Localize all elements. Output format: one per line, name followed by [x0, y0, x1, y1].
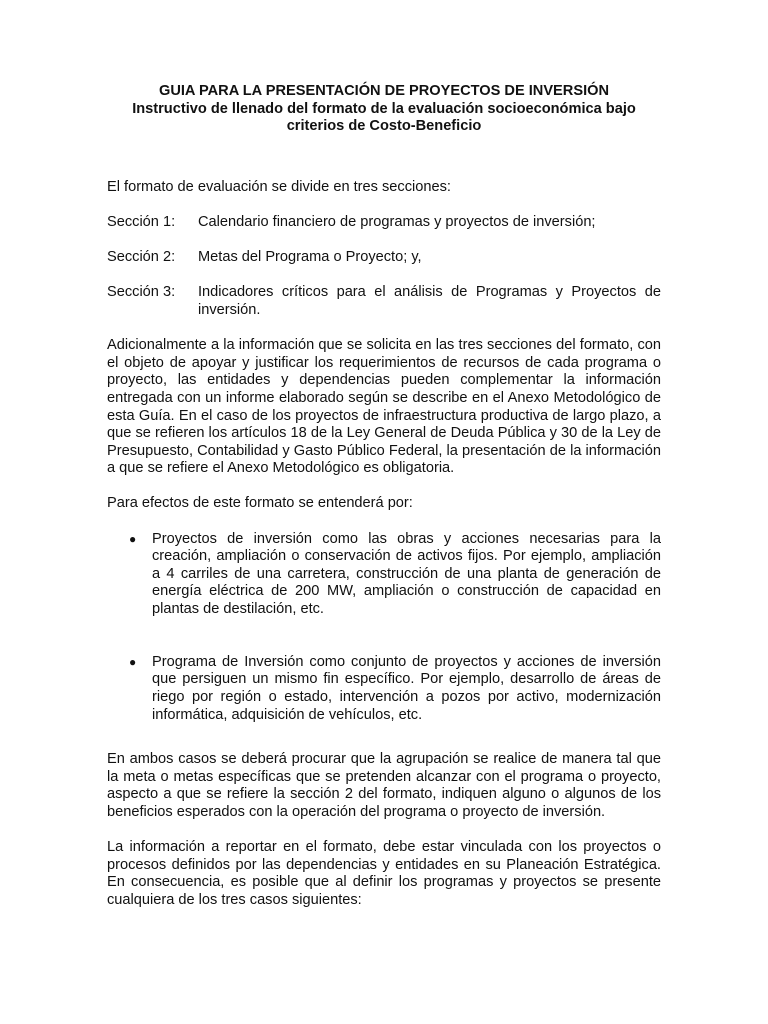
title-line-1: GUIA PARA LA PRESENTACIÓN DE PROYECTOS DE INVERSIÓN: [158, 83, 610, 99]
additional-info-paragraph: Adicionalmente a la información que se solicita en las tres secciones del formato, con el objeto de apoyar y justificar los requerimientos de recursos de cada programa o proyecto, las entidades y dependencias pueden complementar la información entregada con un informe elaborado según se describe en el Anexo Metodológico de esta Guía. En el caso de los proyectos de infraestructura productiva de largo plazo, a que se refieren los artículos 18 de la Ley General de Deuda Pública y 30 de la Ley de Presupuesto, Contabilidad y Gasto Público Federal, la presentación de la información a que se refiere el Anexo Metodológico es obligatoria.: [107, 337, 661, 477]
document-title: [107, 83, 661, 136]
title-line-3: criterios de Costo-Beneficio: [286, 118, 482, 135]
section-label: Sección 2:: [107, 249, 176, 266]
section-text: Metas del Programa o Proyecto; y,: [198, 249, 422, 266]
bullet-icon: ●: [129, 531, 137, 546]
definitions-intro-paragraph: Para efectos de este formato se entenderá por:: [107, 495, 413, 512]
intro-paragraph: El formato de evaluación se divide en tres secciones:: [107, 178, 451, 195]
section-label: Sección 1:: [107, 213, 176, 230]
list-item-text: Programa de Inversión como conjunto de proyectos y acciones de inversión que persiguen un mismo fin específico. Por ejemplo, desarrollo de áreas de riego por región o estado, intervención a pozos por activo, modernización informática, adquisición de vehículos, etc.: [152, 653, 661, 723]
list-item: [107, 654, 661, 724]
section-text: Indicadores críticos para el análisis de Programas y Proyectos de inversión.: [198, 284, 661, 318]
section-text: Calendario financiero de programas y proyectos de inversión;: [198, 213, 596, 230]
section-row-2: [107, 249, 661, 267]
list-item-text: Proyectos de inversión como las obras y acciones necesarias para la creación, ampliación o conservación de activos fijos. Por ejemplo, ampliación a 4 carriles de una carretera, construcción de una planta de generación de energía eléctrica de 200 MW, ampliación o construcción de capacidad en plantas de destilación, etc.: [152, 530, 661, 618]
bullet-icon: ●: [129, 654, 137, 669]
list-item: [107, 531, 661, 619]
section-row-1: [107, 214, 661, 232]
both-cases-paragraph: En ambos casos se deberá procurar que la agrupación se realice de manera tal que la meta o metas específicas que se pretenden alcanzar con el programa o proyecto, aspecto a que se refiere la sección 2 del formato, indiquen alguno o algunos de los beneficios esperados con la operación del programa o proyecto de inversión.: [107, 751, 661, 820]
document-page: [107, 83, 661, 910]
information-paragraph: La información a reportar en el formato, debe estar vinculada con los proyectos o procesos definidos por las dependencias y entidades en su Planeación Estratégica. En consecuencia, es posible que al definir los programas y proyectos se presente cualquiera de los tres casos siguientes:: [107, 839, 661, 908]
section-row-3: [107, 284, 661, 319]
title-line-2: Instructivo de llenado del formato de la evaluación socioeconómica bajo: [132, 100, 636, 117]
definitions-list: [107, 531, 661, 725]
section-label: Sección 3:: [107, 284, 176, 301]
